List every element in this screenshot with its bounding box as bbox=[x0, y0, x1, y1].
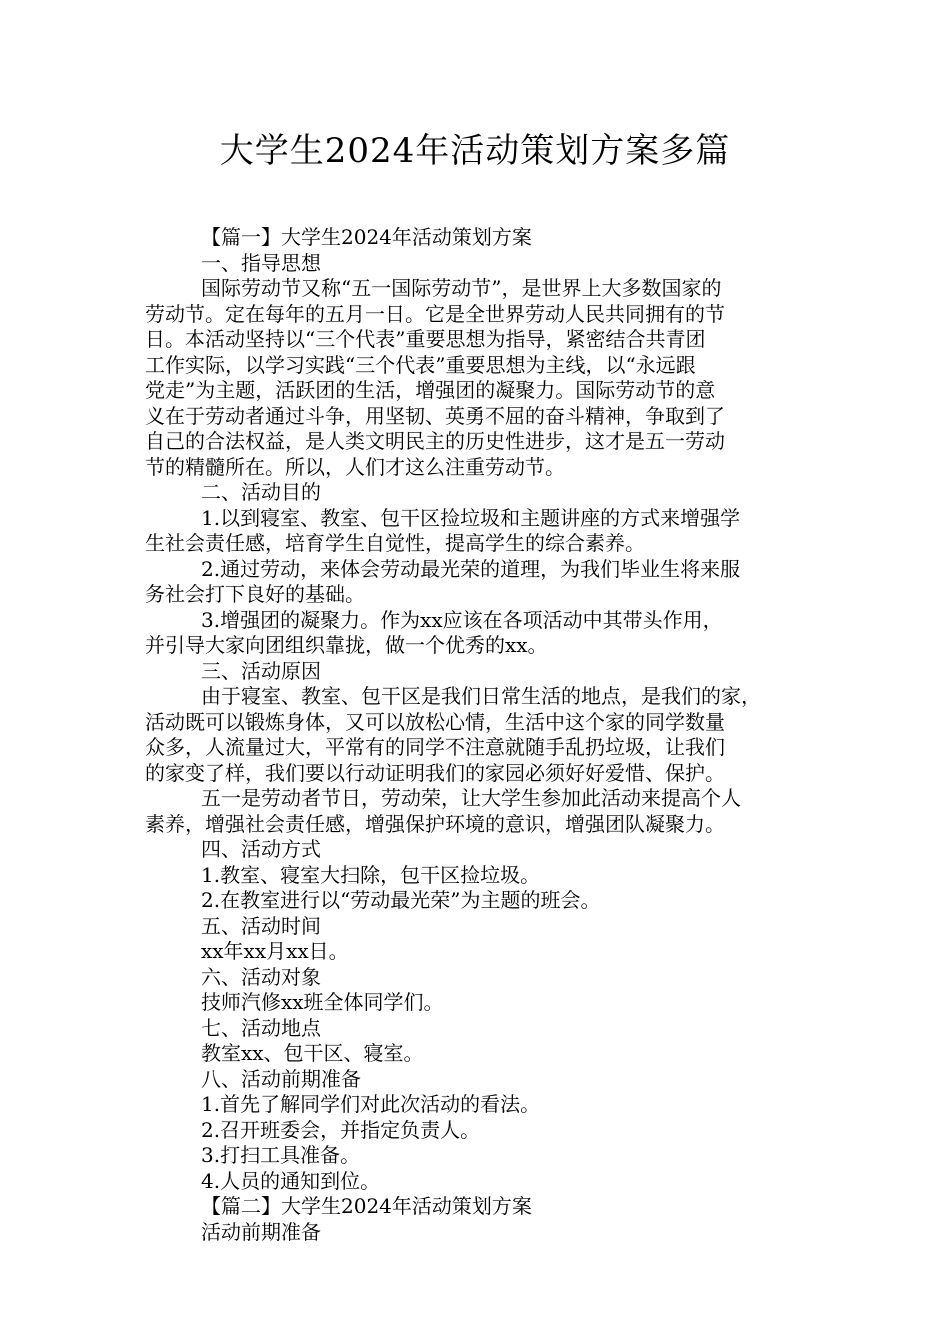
document-line: 2.召开班委会，并指定负责人。 bbox=[201, 1117, 481, 1142]
document-line: 由于寝室、教室、包干区是我们日常生活的地点，是我们的家， bbox=[201, 684, 761, 708]
document-line: 三、活动原因 bbox=[201, 658, 321, 683]
document-line: 义在于劳动者通过斗争，用坚韧、英勇不屈的奋斗精神，争取到了 bbox=[145, 403, 725, 428]
document-line: 1.以到寝室、教室、包干区捡垃圾和主题讲座的方式来增强学 bbox=[201, 505, 741, 530]
document-line: 八、活动前期准备 bbox=[201, 1066, 361, 1091]
document-line: 4.人员的通知到位。 bbox=[201, 1168, 381, 1193]
document-line: 六、活动对象 bbox=[201, 964, 321, 989]
document-line: 的家变了样，我们要以行动证明我们的家园必须好好爱惜、保护。 bbox=[145, 760, 725, 785]
document-line: 2.在教室进行以“劳动最光荣”为主题的班会。 bbox=[201, 888, 601, 912]
document-line: 众多，人流量过大，平常有的同学不注意就随手乱扔垃圾，让我们 bbox=[145, 735, 725, 759]
document-line: 党走”为主题，活跃团的生活，增强团的凝聚力。国际劳动节的意 bbox=[145, 378, 716, 402]
document-line: 技师汽修xx班全体同学们。 bbox=[201, 990, 444, 1014]
document-line: 节的精髓所在。所以，人们才这么注重劳动节。 bbox=[145, 454, 565, 479]
document-line: 一、指导思想 bbox=[201, 250, 321, 275]
document-line: 国际劳动节又称“五一国际劳动节”，是世界上大多数国家的 bbox=[201, 276, 722, 300]
document-line: 教室xx、包干区、寝室。 bbox=[201, 1041, 424, 1065]
document-line: 【篇一】大学生2024年活动策划方案 bbox=[201, 225, 532, 249]
document-title: 大学生2024年活动策划方案多篇 bbox=[219, 131, 731, 171]
document-line: 工作实际，以学习实践“三个代表”重要思想为主线，以“永远跟 bbox=[145, 352, 696, 377]
document-line: 七、活动地点 bbox=[201, 1015, 321, 1040]
document-body bbox=[145, 225, 815, 1245]
document-line: 并引导大家向团组织靠拢，做一个优秀的xx。 bbox=[145, 633, 548, 657]
document-line: 自己的合法权益，是人类文明民主的历史性进步，这才是五一劳动 bbox=[145, 429, 725, 453]
document-line: 五一是劳动者节日，劳动荣，让大学生参加此活动来提高个人 bbox=[201, 786, 741, 810]
document-line: 活动既可以锻炼身体，又可以放松心情，生活中这个家的同学数量 bbox=[145, 709, 725, 734]
document-line: 3.打扫工具准备。 bbox=[201, 1143, 361, 1167]
document-line: 1.教室、寝室大扫除，包干区捡垃圾。 bbox=[201, 862, 541, 887]
document-line: 五、活动时间 bbox=[201, 913, 321, 938]
document-line: 1.首先了解同学们对此次活动的看法。 bbox=[201, 1092, 541, 1116]
document-line: 3.增强团的凝聚力。作为xx应该在各项活动中其带头作用， bbox=[201, 607, 723, 632]
document-line: xx年xx月xx日。 bbox=[201, 939, 349, 963]
document-line: 劳动节。定在每年的五月一日。它是全世界劳动人民共同拥有的节 bbox=[145, 301, 725, 326]
document-line: 务社会打下良好的基础。 bbox=[145, 582, 365, 606]
document-line: 日。本活动坚持以“三个代表”重要思想为指导，紧密结合共青团 bbox=[145, 327, 706, 351]
document-line: 生社会责任感，培育学生自觉性，提高学生的综合素养。 bbox=[145, 531, 645, 555]
document-line: 四、活动方式 bbox=[201, 837, 321, 861]
document-line: 活动前期准备 bbox=[201, 1219, 321, 1244]
document-line: 2.通过劳动，来体会劳动最光荣的道理，为我们毕业生将来服 bbox=[201, 556, 741, 581]
document-line: 【篇二】大学生2024年活动策划方案 bbox=[201, 1194, 532, 1218]
document-line: 二、活动目的 bbox=[201, 480, 321, 504]
document-line: 素养，增强社会责任感，增强保护环境的意识，增强团队凝聚力。 bbox=[145, 811, 725, 836]
